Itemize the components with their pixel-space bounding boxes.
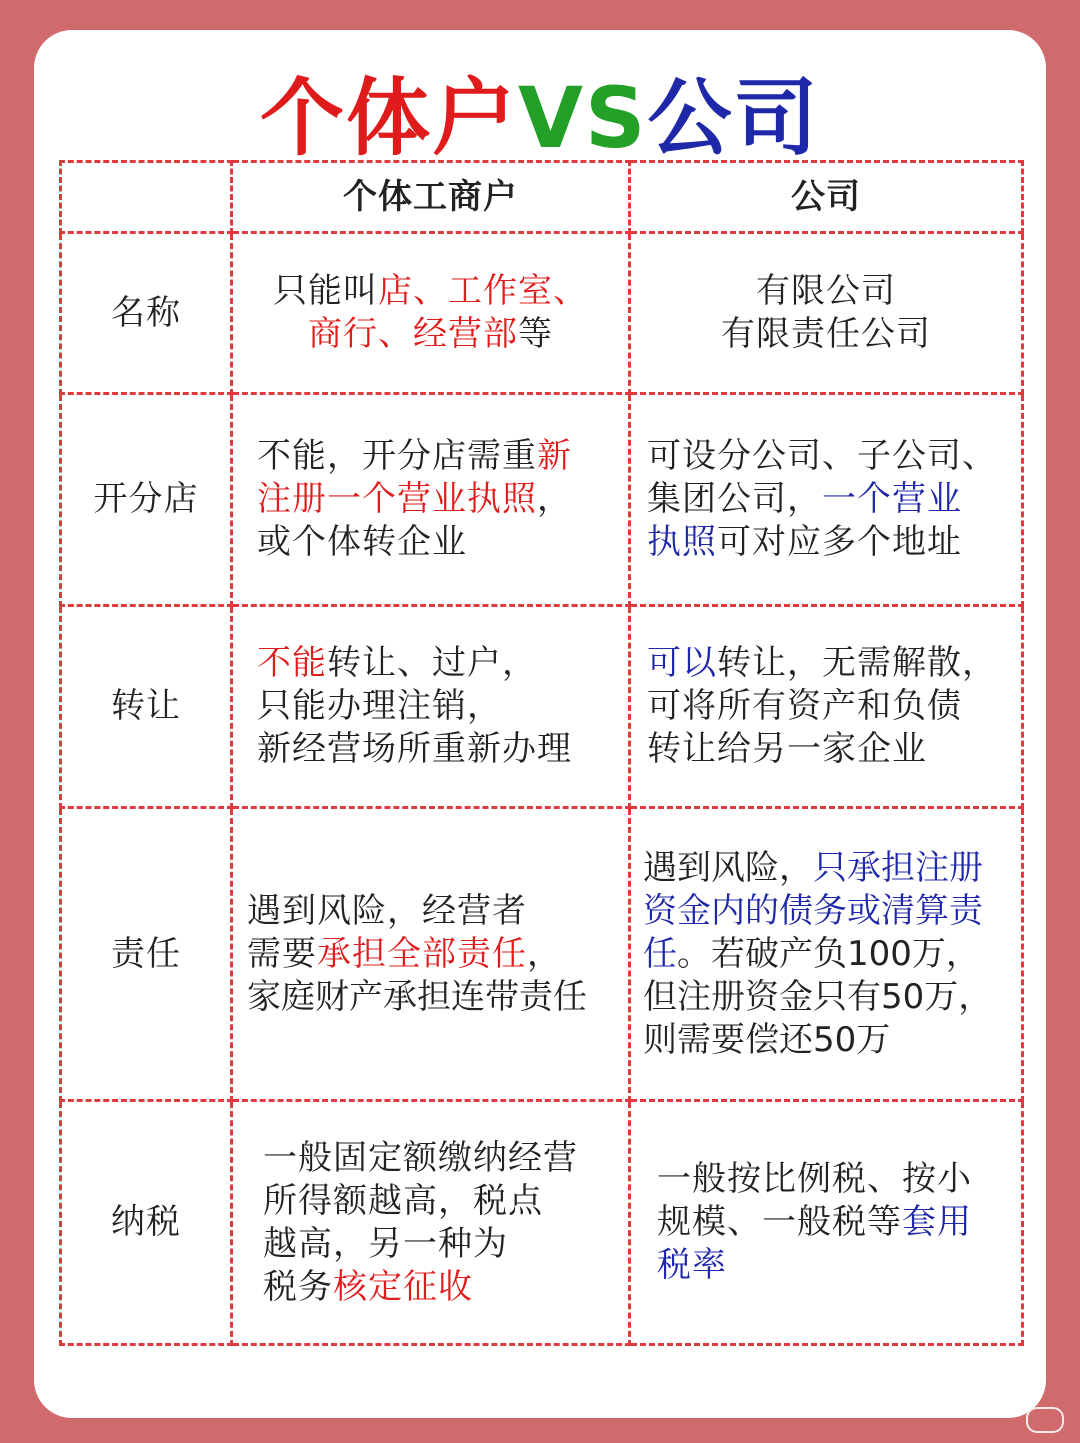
highlight-span: 店、工作室、 xyxy=(378,271,588,311)
individual-cell xyxy=(232,233,630,394)
highlight-span: 一个营业 xyxy=(822,479,962,519)
header-company: 公司 xyxy=(630,162,1023,233)
text-span: 不能，开分店需重 xyxy=(257,436,537,476)
highlight-span: 承担全部责任 xyxy=(317,933,527,974)
highlight-span: 商行、经营部 xyxy=(308,314,518,354)
cell-line xyxy=(263,1266,618,1309)
row-label: 责任 xyxy=(61,808,232,1101)
cell-line: 有限公司 xyxy=(756,271,896,311)
company-cell xyxy=(630,1101,1023,1345)
company-cell xyxy=(630,394,1023,606)
individual-cell xyxy=(232,1101,630,1345)
page-title xyxy=(34,68,1046,168)
cell-line: 但注册资金只有50万， xyxy=(643,976,993,1017)
text-span: 只能叫 xyxy=(273,271,378,311)
table-row xyxy=(61,808,1023,1101)
cell-line xyxy=(657,1201,1015,1244)
cell-line: 遇到风险，经营者 xyxy=(247,890,527,931)
cell-line: 一般固定额缴纳经营 xyxy=(263,1137,578,1178)
table-row xyxy=(61,1101,1023,1345)
header-individual: 个体工商户 xyxy=(232,162,630,233)
company-cell xyxy=(630,808,1023,1101)
text-span: 集团公司， xyxy=(647,479,822,519)
cell-line xyxy=(643,847,1019,890)
cell-line: 资金内的债务或清算责 xyxy=(643,890,983,931)
cell-line xyxy=(257,435,618,478)
text-span: 转让，无需解散， xyxy=(717,643,997,683)
cell-line xyxy=(257,642,618,685)
table-row xyxy=(61,606,1023,808)
comparison-table xyxy=(59,160,1024,1346)
text-span: ， xyxy=(537,479,572,519)
text-span: 税务 xyxy=(263,1266,333,1307)
cell-line xyxy=(647,642,1015,685)
row-label: 名称 xyxy=(61,233,232,394)
row-label: 开分店 xyxy=(61,394,232,606)
cell-line xyxy=(233,270,628,313)
cell-line: 可将所有资产和负债 xyxy=(647,686,962,726)
individual-cell xyxy=(232,606,630,808)
highlight-span: 执照 xyxy=(647,522,717,562)
highlight-span: 新 xyxy=(537,436,572,476)
table-row xyxy=(61,233,1023,394)
highlight-span: 核定征收 xyxy=(333,1266,473,1307)
comparison-card xyxy=(34,30,1046,1418)
highlight-span: 任 xyxy=(643,933,677,974)
cell-line xyxy=(643,933,1019,976)
table-header-row xyxy=(61,162,1023,233)
cell-line: 税率 xyxy=(657,1245,727,1285)
text-span: 遇到风险， xyxy=(643,847,813,888)
individual-cell xyxy=(232,808,630,1101)
text-span: 需要 xyxy=(247,933,317,974)
cell-line: 所得额越高，税点 xyxy=(263,1180,543,1221)
text-span: 可对应多个地址 xyxy=(717,522,962,562)
table-row xyxy=(61,394,1023,606)
cell-line xyxy=(233,313,628,356)
highlight-span: 注册一个营业执照 xyxy=(257,479,537,519)
cell-line: 只能办理注销， xyxy=(257,686,502,726)
cell-line xyxy=(257,478,618,521)
cell-line: 新经营场所重新办理 xyxy=(257,729,572,769)
row-label: 纳税 xyxy=(61,1101,232,1345)
cell-line xyxy=(647,478,1015,521)
cell-line xyxy=(647,521,1015,564)
cell-line: 家庭财产承担连带责任 xyxy=(247,976,587,1017)
title-company: 公司 xyxy=(647,69,820,167)
text-span: ， xyxy=(527,933,562,974)
text-span: 规模、一般税等 xyxy=(657,1202,902,1242)
title-individual: 个体户 xyxy=(260,69,519,167)
cell-line: 可设分公司、子公司、 xyxy=(647,436,997,476)
cell-line: 有限责任公司 xyxy=(721,314,931,354)
highlight-span: 可以 xyxy=(647,643,717,683)
cell-line: 转让给另一家企业 xyxy=(647,729,927,769)
text-span: 等 xyxy=(518,314,553,354)
header-empty-cell xyxy=(61,162,232,233)
cell-line xyxy=(247,933,624,976)
cell-line: 则需要偿还50万 xyxy=(643,1019,891,1060)
highlight-span: 不能 xyxy=(257,643,327,683)
title-vs: VS xyxy=(518,69,648,167)
individual-cell xyxy=(232,394,630,606)
highlight-span: 只承担注册 xyxy=(813,847,983,888)
text-span: 转让、过户， xyxy=(327,643,537,683)
company-cell xyxy=(630,606,1023,808)
cell-line: 一般按比例税、按小 xyxy=(657,1159,972,1199)
text-span: 。若破产负100万， xyxy=(677,933,980,974)
row-label: 转让 xyxy=(61,606,232,808)
cell-line: 越高，另一种为 xyxy=(263,1223,508,1264)
highlight-span: 套用 xyxy=(902,1202,972,1242)
company-cell xyxy=(630,233,1023,394)
cell-line: 或个体转企业 xyxy=(257,522,467,562)
watermark-icon xyxy=(1026,1407,1064,1433)
